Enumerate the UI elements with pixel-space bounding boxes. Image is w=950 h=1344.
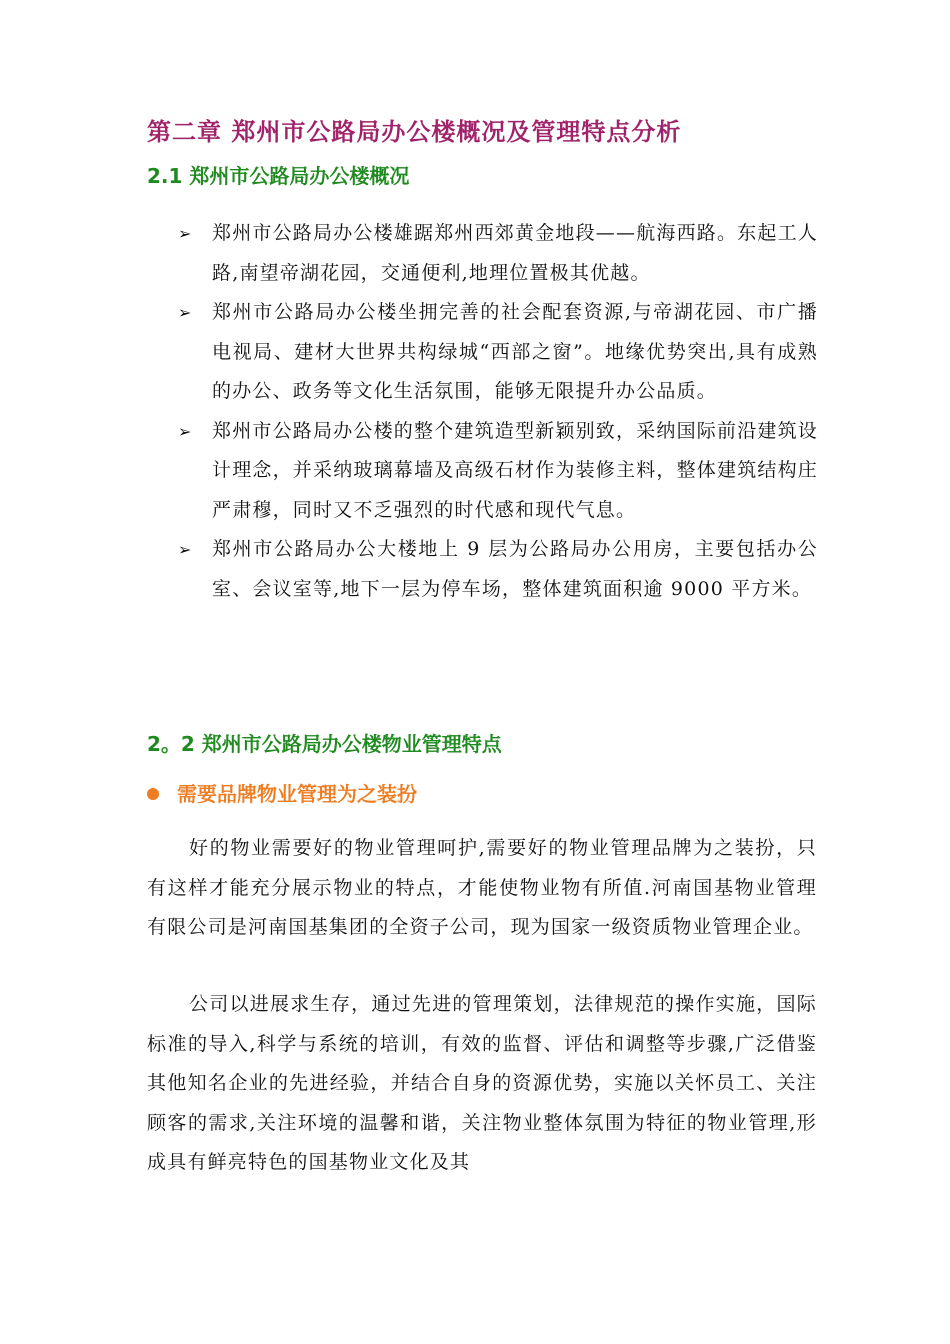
list-item [178,412,818,531]
list-item [178,214,818,293]
list-item [178,530,818,609]
arrow-right-icon: ➢ [178,224,193,243]
sub-heading-text: 需要品牌物业管理为之装扮 [177,782,417,806]
arrow-right-icon: ➢ [178,303,193,322]
bullet-dot-icon [147,788,159,800]
chapter-title: 第二章 郑州市公路局办公楼概况及管理特点分析 [147,118,682,146]
list-item-text: 郑州市公路局办公大楼地上 9 层为公路局办公用房，主要包括办公室、会议室等,地下一层为停车场，整体建筑面积逾 9000 平方米。 [212,538,818,600]
section-title-overview: 2.1 郑州市公路局办公楼概况 [147,164,410,188]
list-item-text: 郑州市公路局办公楼坐拥完善的社会配套资源,与帝湖花园、市广播电视局、建材大世界共构绿城“西部之窗”。地缘优势突出,具有成熟的办公、政务等文化生活氛围，能够无限提升办公品质。 [212,301,818,402]
section-title-management: 2。2 郑州市公路局办公楼物业管理特点 [147,732,502,756]
list-item-text: 郑州市公路局办公楼的整个建筑造型新颖别致，采纳国际前沿建筑设计理念，并采纳玻璃幕墙及高级石材作为装修主料，整体建筑结构庄严肃穆，同时又不乏强烈的时代感和现代气息。 [212,419,819,521]
body-paragraph: 好的物业需要好的物业管理呵护,需要好的物业管理品牌为之装扮，只有这样才能充分展示物业的特点，才能使物业物有所值.河南国基物业管理有限公司是河南国基集团的全资子公司，现为国家一级资质物业管理企业。 [147,837,817,938]
sub-heading-brand-management [147,778,417,807]
body-paragraph: 公司以进展求生存，通过先进的管理策划，法律规范的操作实施，国际标准的导入,科学与系统的培训，有效的监督、评估和调整等步骤,广泛借鉴其他知名企业的先进经验，并结合自身的资源优势，实施以关怀员工、关注顾客的需求,关注环境的温馨和谐，关注物业整体氛围为特征的物业管理,形成具有鲜亮特色的国基物业文化及其 [147,993,817,1173]
list-item [178,293,818,412]
arrow-right-icon: ➢ [178,540,193,559]
overview-bullet-list [178,214,818,609]
arrow-right-icon: ➢ [178,421,193,441]
list-item-text: 郑州市公路局办公楼雄踞郑州西郊黄金地段——航海西路。东起工人路,南望帝湖花园，交通便利,地理位置极其优越。 [212,222,819,284]
